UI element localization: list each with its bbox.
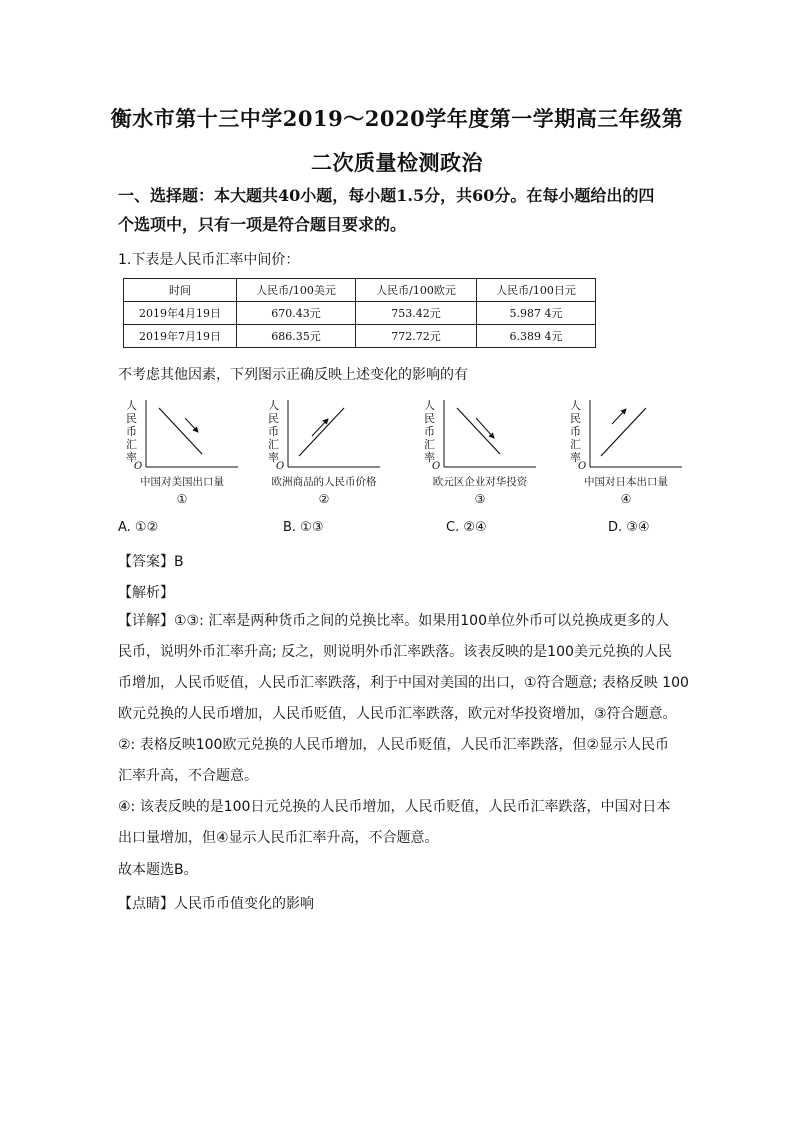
exchange-rate-table [123, 278, 596, 348]
table-cell: 753.42元 [356, 302, 477, 325]
graph-number: ③ [474, 492, 486, 506]
table-cell: 2019年4月19日 [124, 302, 237, 325]
graph-1 [112, 394, 252, 514]
graph-x-label: 欧洲商品的人民币价格 [271, 476, 377, 488]
table-cell: 6.389 4元 [477, 325, 596, 348]
graph-2 [254, 394, 394, 514]
text-line: 币增加，人民币贬值，人民币汇率跌落，利于中国对美国的出口，①符合题意; 表格反映 100 [118, 675, 689, 691]
analysis-label: 【解析】 [118, 585, 174, 601]
option-c: C. ②④ [446, 520, 487, 535]
section-heading-line1: 一、选择题：本大题共40小题，每小题1.5分，共60分。在每小题给出的四 [118, 186, 655, 205]
graph-origin: O [578, 461, 587, 472]
graph-x-label: 中国对美国出口量 [140, 476, 224, 488]
graph-y-label: 人 民 币 汇 率 [424, 399, 435, 464]
page-title-line2: 二次质量检测政治 [311, 150, 483, 175]
graph-3-arrow [476, 418, 494, 438]
text-line: ②: 表格反映100欧元兑换的人民币增加，人民币贬值，人民币汇率跌落，但②显示人民币 [118, 737, 669, 753]
detail-conclusion: 故本题选B。 [118, 862, 198, 878]
graph-origin: O [432, 461, 441, 472]
graph-number: ④ [620, 492, 632, 506]
text-line: 【详解】①③: 汇率是两种货币之间的兑换比率。如果用100单位外币可以兑换成更多的人 [118, 613, 669, 629]
table-header: 人民币/100欧元 [356, 279, 477, 302]
graph-y-label: 人 民 币 汇 率 [268, 399, 279, 464]
section-heading [118, 181, 688, 239]
graph-x-label: 欧元区企业对华投资 [432, 476, 528, 488]
text-line: 欧元兑换的人民币增加，人民币贬值，人民币汇率跌落，欧元对华投资增加，③符合题意。 [118, 706, 677, 722]
graph-origin: O [134, 461, 143, 472]
graph-x-label: 中国对日本出口量 [584, 476, 668, 488]
detail-paragraph-1 [118, 606, 688, 730]
table-cell: 772.72元 [356, 325, 477, 348]
table-cell: 5.987 4元 [477, 302, 596, 325]
graph-4-arrow [612, 409, 626, 424]
detail-paragraph-2 [118, 730, 688, 792]
graph-1-axes [112, 394, 252, 474]
option-a: A. ①② [118, 520, 159, 535]
table-row [124, 302, 596, 325]
table-row [124, 325, 596, 348]
graph-number: ① [176, 492, 188, 506]
comment-label: 【点睛】人民币币值变化的影响 [118, 896, 314, 912]
question-stem: 1.下表是人民币汇率中间价： [118, 252, 300, 268]
table-header: 人民币/100日元 [477, 279, 596, 302]
graph-4-line [601, 408, 646, 456]
graph-3-line [457, 408, 500, 454]
option-b: B. ①③ [283, 520, 324, 535]
graph-3-axes [410, 394, 550, 474]
text-line: ④: 该表反映的是100日元兑换的人民币增加，人民币贬值，人民币汇率跌落，中国对日本 [118, 799, 671, 815]
table-header: 时间 [124, 279, 237, 302]
graph-3 [410, 394, 550, 514]
table-cell: 2019年7月19日 [124, 325, 237, 348]
graph-number: ② [318, 492, 330, 506]
table-header-row [124, 279, 596, 302]
graph-origin: O [276, 461, 285, 472]
text-line: 民币，说明外币汇率升高; 反之，则说明外币汇率跌落。该表反映的是100美元兑换的人民 [118, 644, 672, 660]
answer-label: 【答案】B [118, 554, 184, 570]
detail-paragraph-3 [118, 792, 688, 854]
graph-y-label: 人 民 币 汇 率 [570, 399, 581, 464]
graph-4-axes [556, 394, 696, 474]
page-title-line1: 衡水市第十三中学2019～2020学年度第一学期高三年级第 [110, 106, 684, 131]
graph-1-line [159, 408, 202, 454]
graph-1-arrow [185, 418, 198, 432]
table-header: 人民币/100美元 [237, 279, 356, 302]
table-cell: 670.43元 [237, 302, 356, 325]
question-prompt: 不考虑其他因素，下列图示正确反映上述变化的影响的有 [118, 367, 468, 383]
table-cell: 686.35元 [237, 325, 356, 348]
graph-y-label: 人 民 币 汇 率 [126, 399, 137, 464]
graph-2-line [299, 408, 344, 456]
graph-2-axes [254, 394, 394, 474]
text-line: 汇率升高，不合题意。 [118, 768, 258, 784]
option-d: D. ③④ [608, 520, 650, 535]
section-heading-line2: 个选项中，只有一项是符合题目要求的。 [118, 215, 407, 234]
text-line: 出口量增加，但④显示人民币汇率升高，不合题意。 [118, 830, 439, 846]
graph-4 [556, 394, 696, 514]
